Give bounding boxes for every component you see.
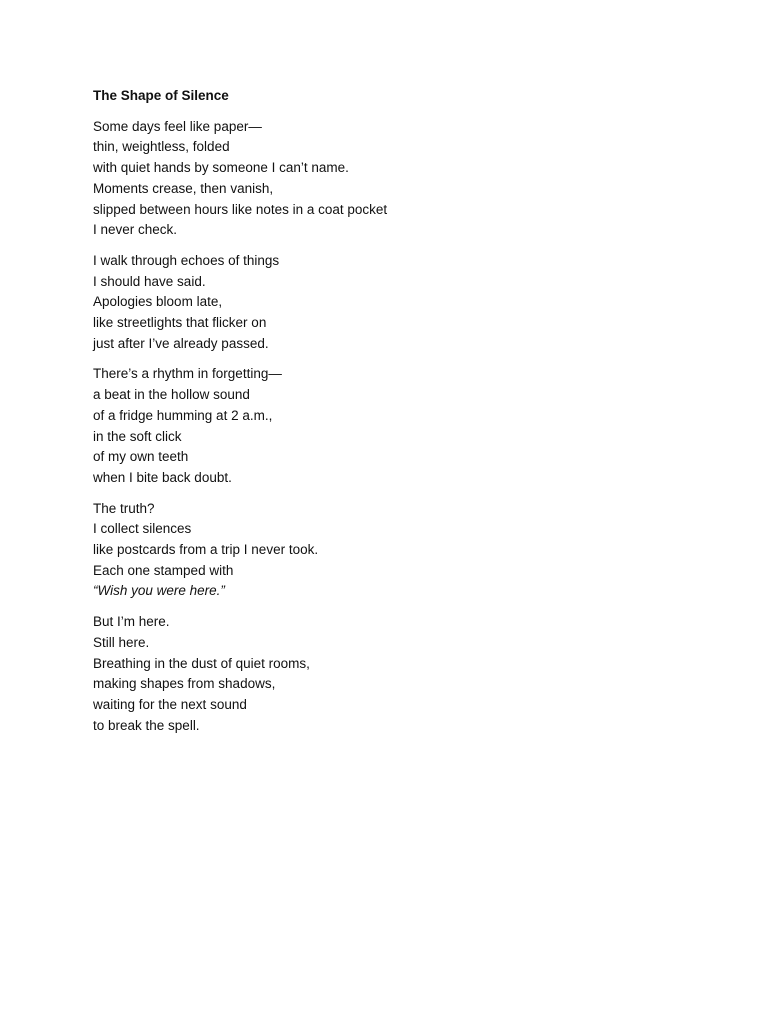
stanza-1 (93, 117, 693, 241)
stanza-4 (93, 499, 693, 603)
poem-line: to break the spell. (93, 717, 200, 733)
poem-line: Breathing in the dust of quiet rooms, (93, 655, 310, 671)
poem-line: when I bite back doubt. (93, 469, 232, 485)
poem-line: like postcards from a trip I never took. (93, 542, 319, 558)
poem-line: But I’m here. (93, 614, 170, 630)
poem-line: The truth? (93, 500, 155, 516)
poem-line: I should have said. (93, 273, 206, 289)
stanza-3 (93, 364, 693, 488)
poem-line: with quiet hands by someone I can’t name. (93, 160, 349, 176)
poem-line: I never check. (93, 222, 178, 238)
poem-line: Still here. (93, 634, 150, 650)
poem-line: in the soft click (93, 428, 182, 444)
poem-title: The Shape of Silence (93, 88, 229, 103)
poem (93, 86, 693, 746)
stanza-2 (93, 251, 693, 355)
poem-line: slipped between hours like notes in a coat pocket (93, 201, 388, 217)
poem-line: Apologies bloom late, (93, 294, 223, 310)
poem-line: a beat in the hollow sound (93, 387, 250, 403)
poem-line: waiting for the next sound (93, 696, 247, 712)
poem-line: just after I’ve already passed. (93, 335, 269, 351)
poem-line: Each one stamped with (93, 562, 234, 578)
poem-line-italic: “Wish you were here.” (93, 583, 225, 599)
poem-line: Some days feel like paper— (93, 118, 262, 134)
poem-line: making shapes from shadows, (93, 676, 276, 692)
poem-line: like streetlights that flicker on (93, 315, 267, 331)
poem-line: There’s a rhythm in forgetting— (93, 366, 282, 382)
poem-line: I walk through echoes of things (93, 252, 280, 268)
poem-line: thin, weightless, folded (93, 139, 230, 155)
poem-line: of a fridge humming at 2 a.m., (93, 407, 273, 423)
poem-line: I collect silences (93, 521, 192, 537)
poem-line: of my own teeth (93, 449, 189, 465)
stanza-5 (93, 612, 693, 736)
poem-line: Moments crease, then vanish, (93, 180, 274, 196)
